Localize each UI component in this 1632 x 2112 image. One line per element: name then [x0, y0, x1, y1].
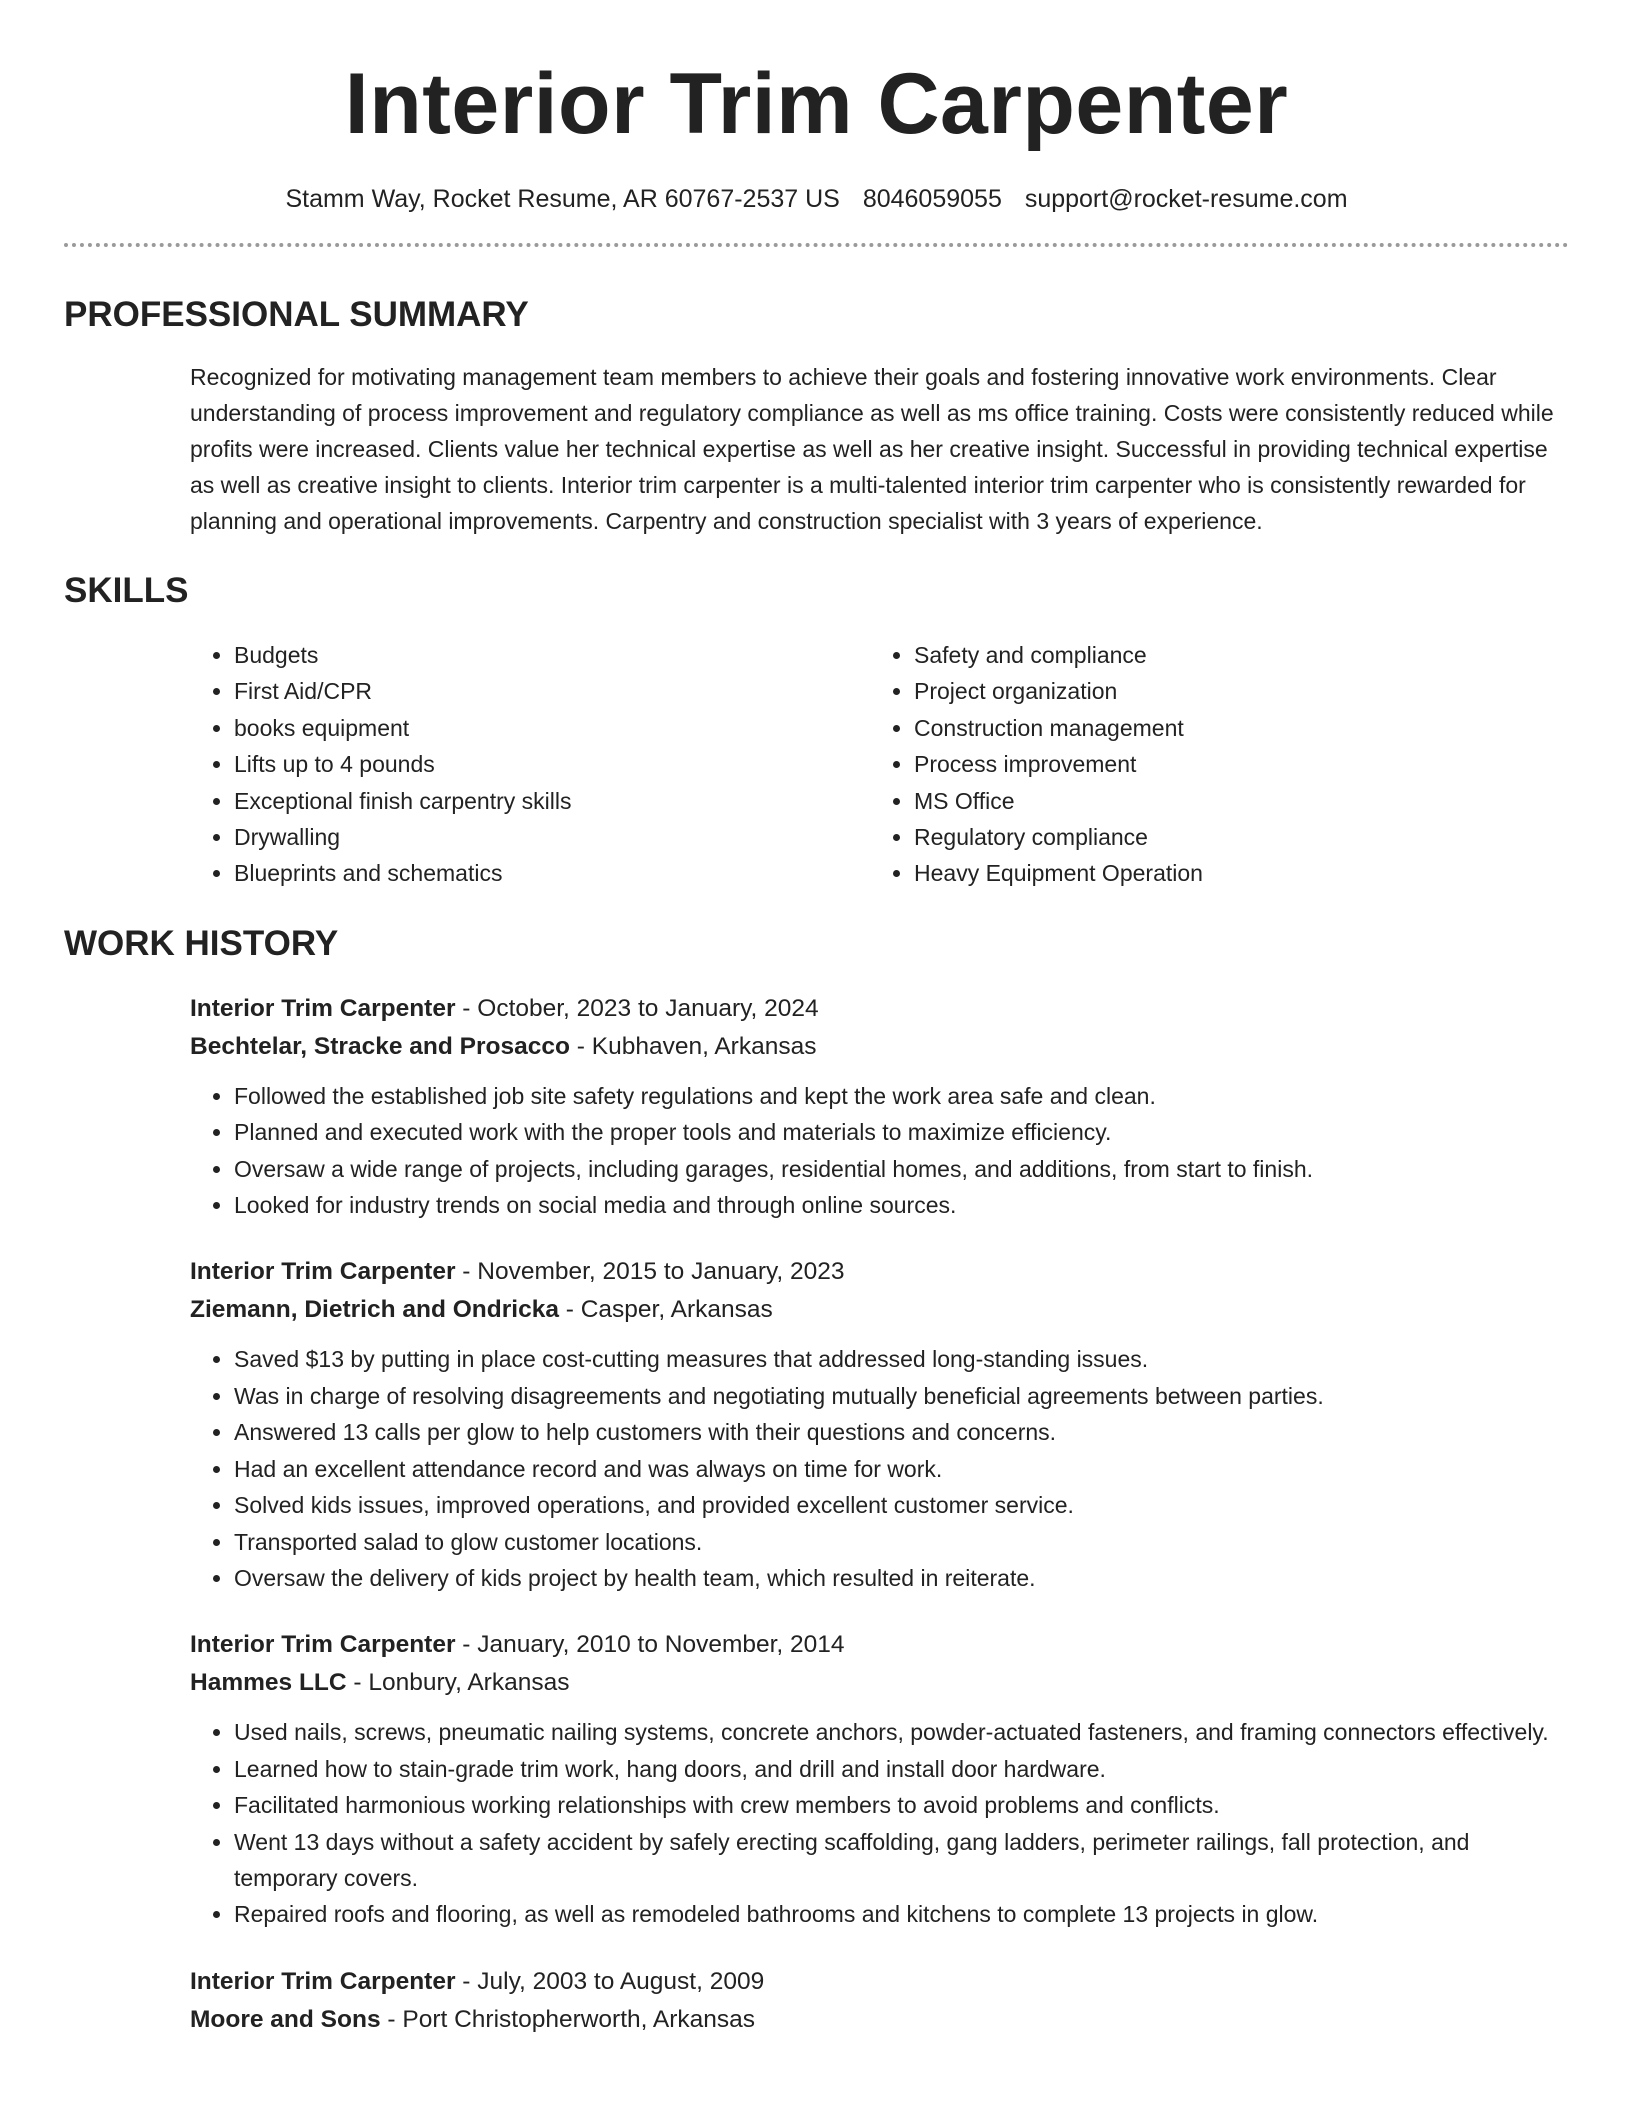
job-company: Bechtelar, Stracke and Prosacco — [190, 1032, 570, 1060]
work-history-heading: WORK HISTORY — [64, 923, 339, 963]
job-duty: • Solved kids issues, improved operations, and provided excellent customer service. — [234, 1487, 1560, 1523]
skill-item: • Lifts up to 4 pounds — [234, 746, 870, 782]
job-entry — [190, 1253, 1569, 1596]
skill-item: • Regulatory compliance — [914, 819, 1203, 855]
job-title-line — [190, 1963, 1569, 2001]
job-dates: - January, 2010 to November, 2014 — [455, 1631, 845, 1659]
job-duty: • Planned and executed work with the proper tools and materials to maximize efficiency. — [234, 1114, 1560, 1150]
job-title-line — [190, 1626, 1569, 1664]
job-entry — [190, 1963, 1569, 2039]
job-duties — [190, 1341, 1560, 1596]
job-title-line — [190, 990, 1569, 1028]
skill-item: • Project organization — [914, 673, 1203, 709]
job-duty: • Used nails, screws, pneumatic nailing systems, concrete anchors, powder-actuated fasteners, and framing connectors effectively. — [234, 1714, 1560, 1750]
job-role: Interior Trim Carpenter — [190, 1258, 456, 1286]
header-divider — [64, 243, 1569, 247]
job-company: Ziemann, Dietrich and Ondricka — [190, 1296, 559, 1324]
job-role: Interior Trim Carpenter — [190, 994, 456, 1022]
skill-item: • Budgets — [234, 637, 870, 673]
job-duty: • Looked for industry trends on social media and through online sources. — [234, 1187, 1560, 1223]
job-duty: • Oversaw a wide range of projects, including garages, residential homes, and additions, from start to finish. — [234, 1151, 1560, 1187]
job-location: - Casper, Arkansas — [558, 1296, 773, 1324]
summary-text: Recognized for motivating management team members to achieve their goals and fostering innovative work environments. Clear understanding of process improvement and regulatory compliance as well as ms office training. Costs were consistently reduced while profits were increased. Clients value her technical expertise as well as her creative insight. Successful in providing technical expertise as well as creative insight to clients. Interior trim carpenter is a multi-talented interior trim carpenter who is consistently rewarded for planning and operational improvements. Carpentry and construction specialist with 3 years of experience. — [190, 364, 1554, 534]
skills-column-left — [190, 637, 870, 892]
job-location: - Kubhaven, Arkansas — [569, 1032, 817, 1060]
job-title-line — [190, 1253, 1569, 1291]
job-duty: • Facilitated harmonious working relationships with crew members to avoid problems and conflicts. — [234, 1787, 1560, 1823]
job-company: Moore and Sons — [190, 2005, 381, 2033]
contact-address: Stamm Way, Rocket Resume, AR 60767-2537 US — [285, 185, 840, 213]
job-location: - Port Christopherworth, Arkansas — [380, 2005, 756, 2033]
job-company-line — [190, 1291, 1569, 1329]
job-duty: • Transported salad to glow customer locations. — [234, 1524, 1560, 1560]
job-duty: • Had an excellent attendance record and was always on time for work. — [234, 1451, 1560, 1487]
skills-heading: SKILLS — [64, 571, 189, 610]
skill-item: • Process improvement — [914, 746, 1203, 782]
job-company-line — [190, 2001, 1569, 2039]
job-company-line — [190, 1028, 1569, 1066]
skills-column-right — [870, 637, 1203, 892]
job-duty: • Oversaw the delivery of kids project by health team, which resulted in reiterate. — [234, 1560, 1560, 1596]
job-duty: • Followed the established job site safety regulations and kept the work area safe and clean. — [234, 1078, 1560, 1114]
contact-email: support@rocket-resume.com — [1024, 185, 1348, 213]
job-duties — [190, 1714, 1560, 1932]
job-role: Interior Trim Carpenter — [190, 1967, 456, 1995]
skill-item: • Heavy Equipment Operation — [914, 855, 1203, 891]
job-dates: - October, 2023 to January, 2024 — [455, 994, 819, 1022]
summary-heading: PROFESSIONAL SUMMARY — [64, 295, 529, 334]
job-duties — [190, 1078, 1560, 1224]
skill-item: • First Aid/CPR — [234, 673, 870, 709]
job-company-line — [190, 1664, 1569, 1702]
skill-item: • Safety and compliance — [914, 637, 1203, 673]
job-duty: • Saved $13 by putting in place cost-cutting measures that addressed long-standing issues. — [234, 1341, 1560, 1377]
job-entry — [190, 1626, 1569, 1932]
skill-item: • MS Office — [914, 783, 1203, 819]
skill-item: • books equipment — [234, 710, 870, 746]
job-location: - Lonbury, Arkansas — [346, 1669, 570, 1697]
job-dates: - July, 2003 to August, 2009 — [455, 1967, 765, 1995]
candidate-name: Interior Trim Carpenter — [344, 56, 1289, 152]
job-duty: • Was in charge of resolving disagreements and negotiating mutually beneficial agreements between parties. — [234, 1378, 1560, 1414]
job-duty: • Went 13 days without a safety accident by safely erecting scaffolding, gang ladders, perimeter railings, fall protection, and temporary covers. — [234, 1824, 1560, 1897]
skill-item: • Exceptional finish carpentry skills — [234, 783, 870, 819]
job-duty: • Answered 13 calls per glow to help customers with their questions and concerns. — [234, 1414, 1560, 1450]
contact-line — [64, 182, 1569, 216]
skill-item: • Construction management — [914, 710, 1203, 746]
job-role: Interior Trim Carpenter — [190, 1631, 456, 1659]
job-entry — [190, 990, 1569, 1224]
job-duty: • Repaired roofs and flooring, as well as remodeled bathrooms and kitchens to complete 13 projects in glow. — [234, 1896, 1560, 1932]
contact-phone: 8046059055 — [862, 185, 1002, 213]
skill-item: • Drywalling — [234, 819, 870, 855]
resume-page — [64, 0, 1569, 2039]
job-dates: - November, 2015 to January, 2023 — [455, 1258, 845, 1286]
skill-item: • Blueprints and schematics — [234, 855, 870, 891]
job-company: Hammes LLC — [190, 1669, 347, 1697]
skills-list — [190, 637, 1569, 892]
job-duty: • Learned how to stain-grade trim work, hang doors, and drill and install door hardware. — [234, 1751, 1560, 1787]
